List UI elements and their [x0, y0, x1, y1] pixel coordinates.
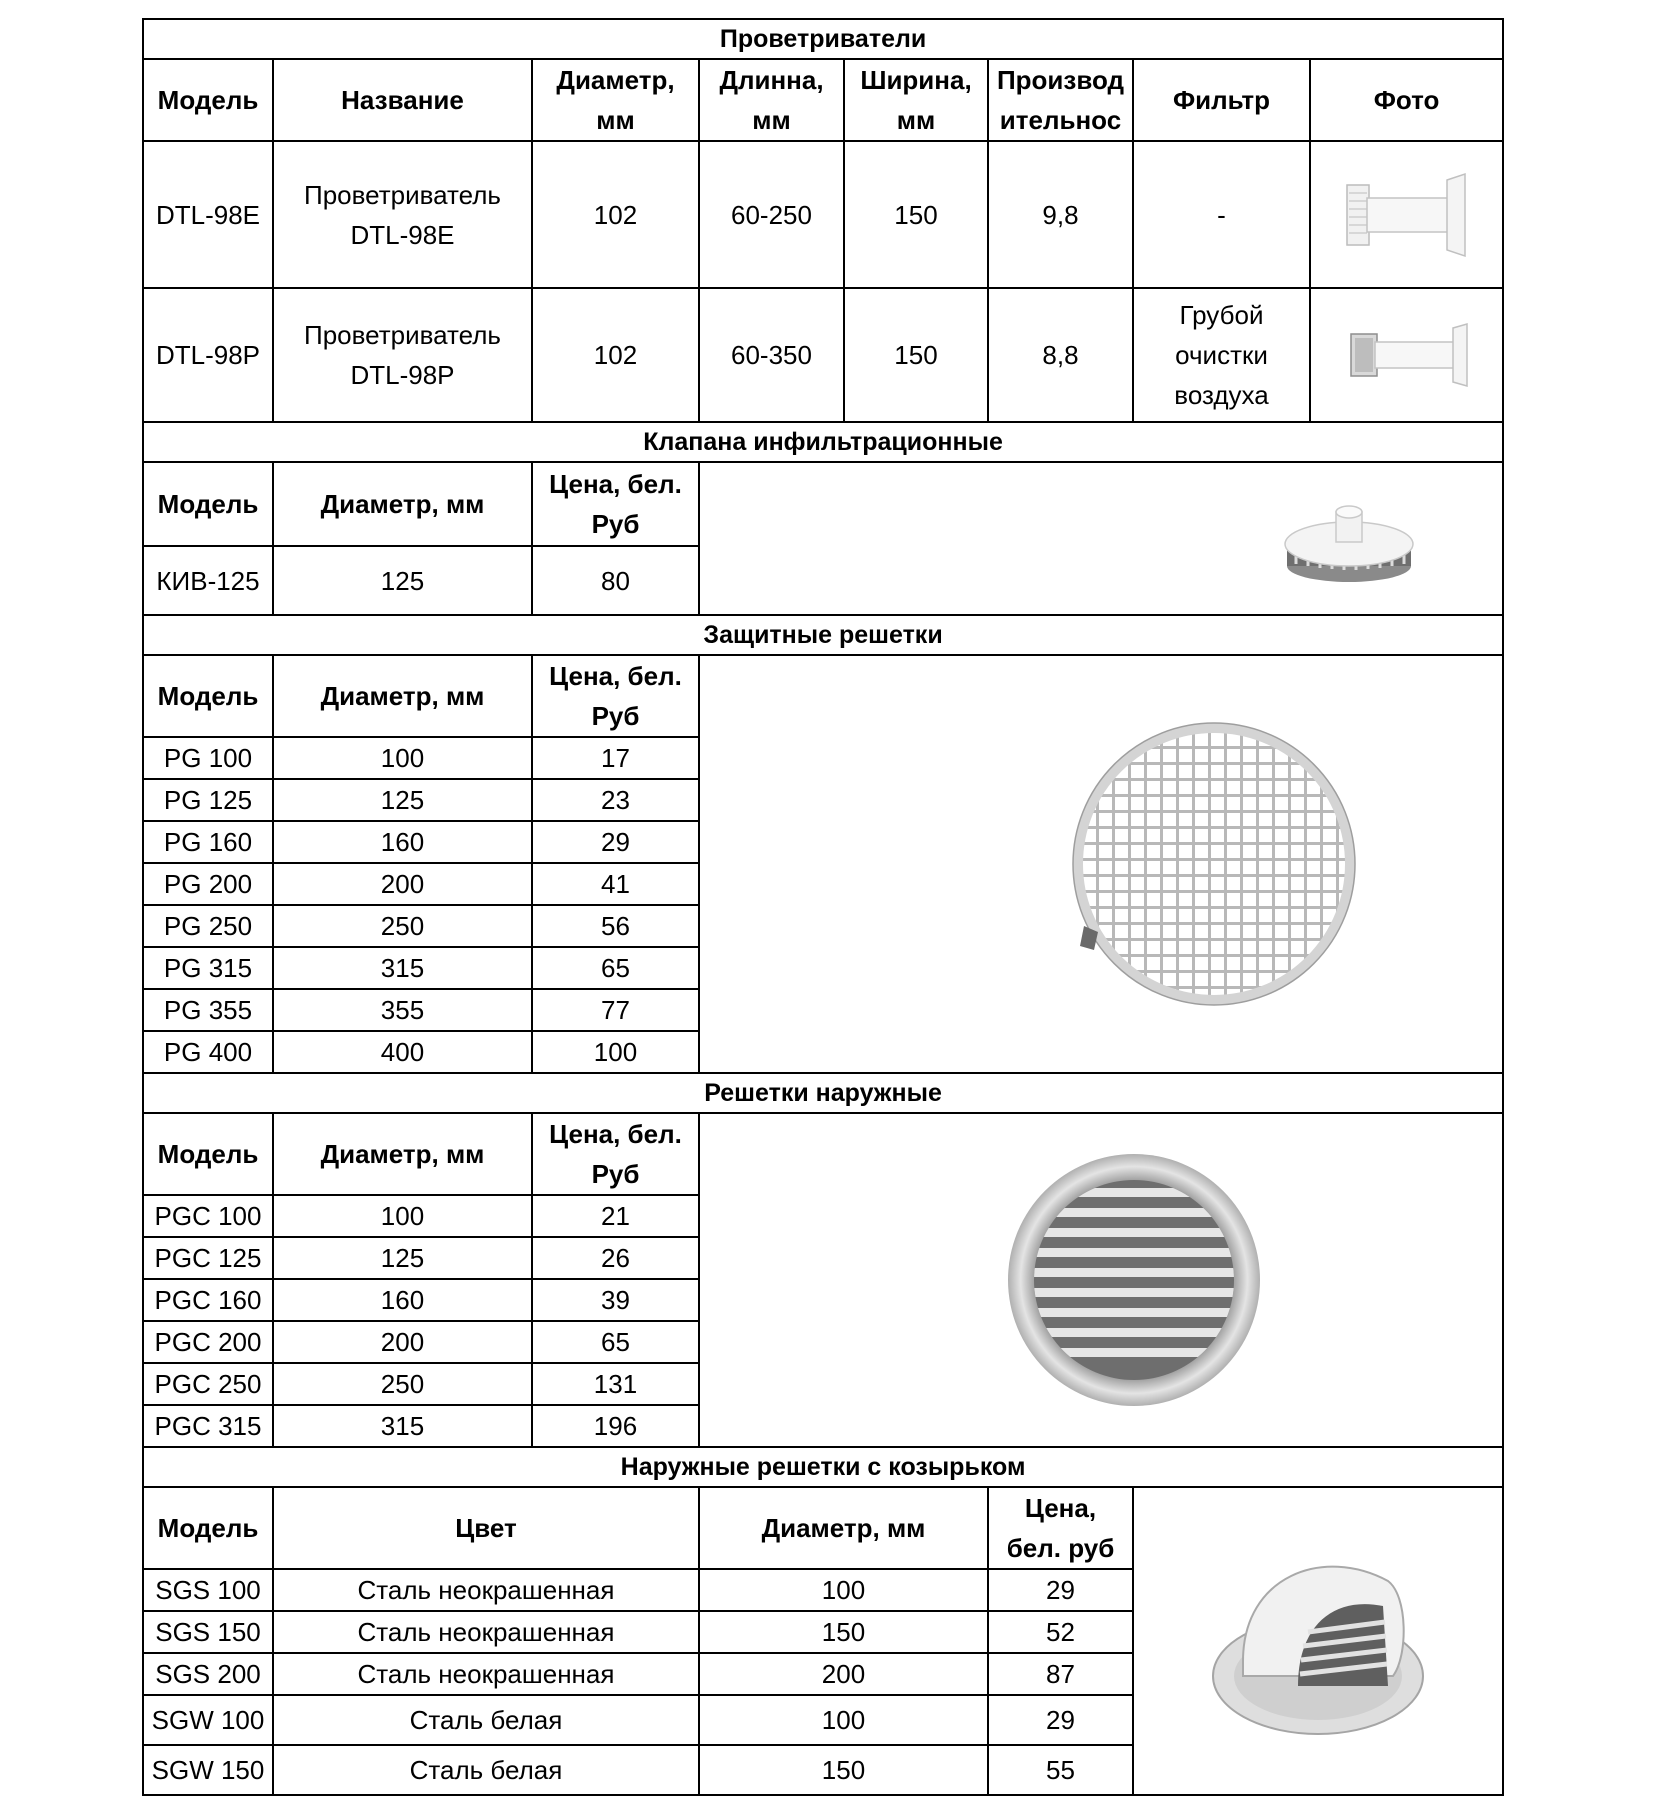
section-title-hooded-grilles: Наружные решетки с козырьком: [143, 1447, 1503, 1487]
model-cell: PG 250: [143, 905, 273, 947]
model-cell: PGC 125: [143, 1237, 273, 1279]
col-header-name: Название: [273, 59, 532, 141]
col-header-color: Цвет: [273, 1487, 699, 1569]
col-header-price: Цена, бел. Руб: [532, 655, 699, 737]
filter-cell: -: [1133, 141, 1310, 288]
length-cell: 60-250: [699, 141, 844, 288]
col-header-price: Цена, бел. Руб: [532, 462, 699, 546]
model-cell: PGC 100: [143, 1195, 273, 1237]
diameter-cell: 125: [273, 1237, 532, 1279]
col-header-model: Модель: [143, 655, 273, 737]
model-cell: SGW 150: [143, 1745, 273, 1795]
protective-grille-photo: [1064, 714, 1364, 1014]
col-header-capacity: Производ ительнос: [988, 59, 1133, 141]
diameter-cell: 102: [532, 141, 699, 288]
capacity-cell: 9,8: [988, 141, 1133, 288]
col-header-length: Длинна, мм: [699, 59, 844, 141]
col-header-model: Модель: [143, 462, 273, 546]
price-cell: 196: [532, 1405, 699, 1447]
price-cell: 23: [532, 779, 699, 821]
color-cell: Сталь неокрашенная: [273, 1611, 699, 1653]
wall-ventilator-filter-photo: [1337, 310, 1477, 400]
price-cell: 77: [532, 989, 699, 1031]
diameter-cell: 100: [273, 737, 532, 779]
photo-cell: [699, 462, 1503, 615]
color-cell: Сталь белая: [273, 1745, 699, 1795]
width-cell: 150: [844, 288, 988, 422]
diameter-cell: 200: [273, 1321, 532, 1363]
color-cell: Сталь неокрашенная: [273, 1653, 699, 1695]
capacity-cell: 8,8: [988, 288, 1133, 422]
col-header-model: Модель: [143, 1113, 273, 1195]
model-cell: PGC 250: [143, 1363, 273, 1405]
col-header-diameter: Диаметр, мм: [273, 655, 532, 737]
price-cell: 131: [532, 1363, 699, 1405]
price-cell: 29: [532, 821, 699, 863]
model-cell: PG 315: [143, 947, 273, 989]
model-cell: PG 125: [143, 779, 273, 821]
diameter-cell: 150: [699, 1611, 988, 1653]
price-list-table: [142, 18, 1504, 1796]
photo-cell: [1310, 141, 1503, 288]
diameter-cell: 100: [273, 1195, 532, 1237]
diameter-cell: 200: [699, 1653, 988, 1695]
price-cell: 55: [988, 1745, 1133, 1795]
model-cell: КИВ-125: [143, 546, 273, 615]
louvered-grille-photo: [1004, 1150, 1264, 1410]
price-cell: 80: [532, 546, 699, 615]
diameter-cell: 150: [699, 1745, 988, 1795]
photo-cell: [699, 655, 1503, 1073]
price-cell: 29: [988, 1569, 1133, 1611]
length-cell: 60-350: [699, 288, 844, 422]
diameter-cell: 102: [532, 288, 699, 422]
name-cell: Проветриватель DTL-98P: [273, 288, 532, 422]
diameter-cell: 160: [273, 821, 532, 863]
table-row: [143, 141, 1503, 288]
price-cell: 100: [532, 1031, 699, 1073]
col-header-width: Ширина, мм: [844, 59, 988, 141]
name-cell: Проветриватель DTL-98E: [273, 141, 532, 288]
color-cell: Сталь белая: [273, 1695, 699, 1745]
diameter-cell: 250: [273, 905, 532, 947]
col-header-model: Модель: [143, 59, 273, 141]
diameter-cell: 315: [273, 947, 532, 989]
table-row: [143, 288, 1503, 422]
model-cell: PG 355: [143, 989, 273, 1031]
diameter-cell: 400: [273, 1031, 532, 1073]
price-cell: 65: [532, 1321, 699, 1363]
price-cell: 56: [532, 905, 699, 947]
model-cell: SGW 100: [143, 1695, 273, 1745]
col-header-filter: Фильтр: [1133, 59, 1310, 141]
col-header-diameter: Диаметр, мм: [273, 462, 532, 546]
diameter-cell: 100: [699, 1569, 988, 1611]
model-cell: PG 100: [143, 737, 273, 779]
color-cell: Сталь неокрашенная: [273, 1569, 699, 1611]
price-cell: 87: [988, 1653, 1133, 1695]
model-cell: SGS 200: [143, 1653, 273, 1695]
width-cell: 150: [844, 141, 988, 288]
model-cell: PG 160: [143, 821, 273, 863]
diameter-cell: 160: [273, 1279, 532, 1321]
col-header-price: Цена, бел. Руб: [532, 1113, 699, 1195]
price-cell: 29: [988, 1695, 1133, 1745]
model-cell: SGS 100: [143, 1569, 273, 1611]
infiltration-valve-photo: [1274, 484, 1424, 594]
col-header-model: Модель: [143, 1487, 273, 1569]
model-cell: PG 400: [143, 1031, 273, 1073]
price-list-page: [142, 18, 1502, 1796]
col-header-photo: Фото: [1310, 59, 1503, 141]
model-cell: PG 200: [143, 863, 273, 905]
price-cell: 17: [532, 737, 699, 779]
price-cell: 21: [532, 1195, 699, 1237]
diameter-cell: 250: [273, 1363, 532, 1405]
model-cell: SGS 150: [143, 1611, 273, 1653]
model-cell: PGC 200: [143, 1321, 273, 1363]
col-header-diameter: Диаметр, мм: [273, 1113, 532, 1195]
price-cell: 41: [532, 863, 699, 905]
col-header-diameter: Диаметр, мм: [699, 1487, 988, 1569]
model-cell: PGC 160: [143, 1279, 273, 1321]
diameter-cell: 100: [699, 1695, 988, 1745]
photo-cell: [699, 1113, 1503, 1447]
section-title-protective-grilles: Защитные решетки: [143, 615, 1503, 655]
photo-cell: [1133, 1487, 1503, 1795]
model-cell: DTL-98E: [143, 141, 273, 288]
wall-ventilator-photo: [1337, 160, 1477, 270]
diameter-cell: 315: [273, 1405, 532, 1447]
section-title-infiltration-valves: Клапана инфильтрационные: [143, 422, 1503, 462]
col-header-price: Цена, бел. руб: [988, 1487, 1133, 1569]
diameter-cell: 200: [273, 863, 532, 905]
diameter-cell: 125: [273, 779, 532, 821]
price-cell: 39: [532, 1279, 699, 1321]
col-header-diameter: Диаметр, мм: [532, 59, 699, 141]
section-title-outdoor-grilles: Решетки наружные: [143, 1073, 1503, 1113]
model-cell: DTL-98P: [143, 288, 273, 422]
price-cell: 26: [532, 1237, 699, 1279]
section-title-ventilators: Проветриватели: [143, 19, 1503, 59]
price-cell: 52: [988, 1611, 1133, 1653]
model-cell: PGC 315: [143, 1405, 273, 1447]
filter-cell: Грубой очистки воздуха: [1133, 288, 1310, 422]
diameter-cell: 355: [273, 989, 532, 1031]
diameter-cell: 125: [273, 546, 532, 615]
price-cell: 65: [532, 947, 699, 989]
photo-cell: [1310, 288, 1503, 422]
